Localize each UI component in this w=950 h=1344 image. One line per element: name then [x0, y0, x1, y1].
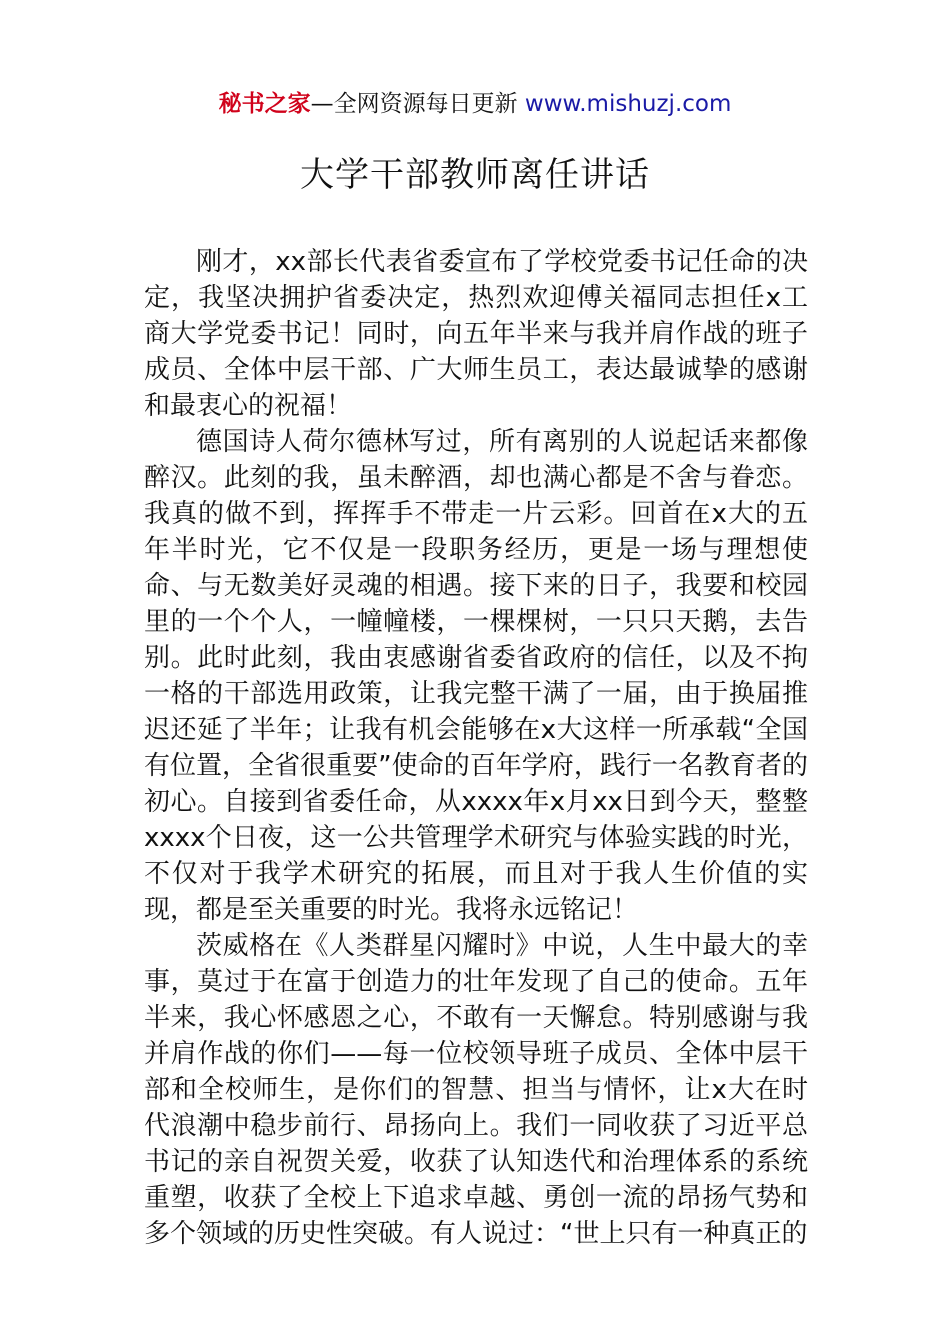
document-body	[144, 244, 808, 1252]
site-header	[0, 86, 950, 122]
document-title: 大学干部教师离任讲话	[300, 155, 650, 195]
site-tagline: —全网资源每日更新	[310, 91, 525, 117]
paragraph-1: 刚才，xx部长代表省委宣布了学校党委书记任命的决定，我坚决拥护省委决定，热烈欢迎傅关福同志担任x工商大学党委书记！同时，向五年半来与我并肩作战的班子成员、全体中层干部、广大师生员工，表达最诚挚的感谢和最衷心的祝福！	[144, 247, 808, 421]
paragraph-2: 德国诗人荷尔德林写过，所有离别的人说起话来都像醉汉。此刻的我，虽未醉酒，却也满心都是不舍与眷恋。我真的做不到，挥挥手不带走一片云彩。回首在x大的五年半时光，它不仅是一段职务经历，更是一场与理想使命、与无数美好灵魂的相遇。接下来的日子，我要和校园里的一个个人，一幢幢楼，一棵棵树，一只只天鹅，去告别。此时此刻，我由衷感谢省委省政府的信任，以及不拘一格的干部选用政策，让我完整干满了一届，由于换届推迟还延了半年；让我有机会能够在x大这样一所承载“全国有位置，全省很重要”使命的百年学府，践行一名教育者的初心。自接到省委任命，从xxxx年x月xx日到今天，整整xxxx个日夜，这一公共管理学术研究与体验实践的时光，不仅对于我学术研究的拓展，而且对于我人生价值的实现，都是至关重要的时光。我将永远铭记！	[144, 427, 808, 925]
site-url-link[interactable]: www.mishuzj.com	[524, 91, 732, 117]
paragraph-3: 茨威格在《人类群星闪耀时》中说，人生中最大的幸事，莫过于在富于创造力的壮年发现了自己的使命。五年半来，我心怀感恩之心，不敢有一天懈怠。特别感谢与我并肩作战的你们——每一位校领导班子成员、全体中层干部和全校师生，是你们的智慧、担当与情怀，让x大在时代浪潮中稳步前行、昂扬向上。我们一同收获了习近平总书记的亲自祝贺关爱，收获了认知迭代和治理体系的系统重塑，收获了全校上下追求卓越、勇创一流的昂扬气势和多个领域的历史性突破。有人说过：“世上只有一种真正的	[144, 931, 808, 1249]
site-brand: 秘书之家	[218, 91, 311, 117]
